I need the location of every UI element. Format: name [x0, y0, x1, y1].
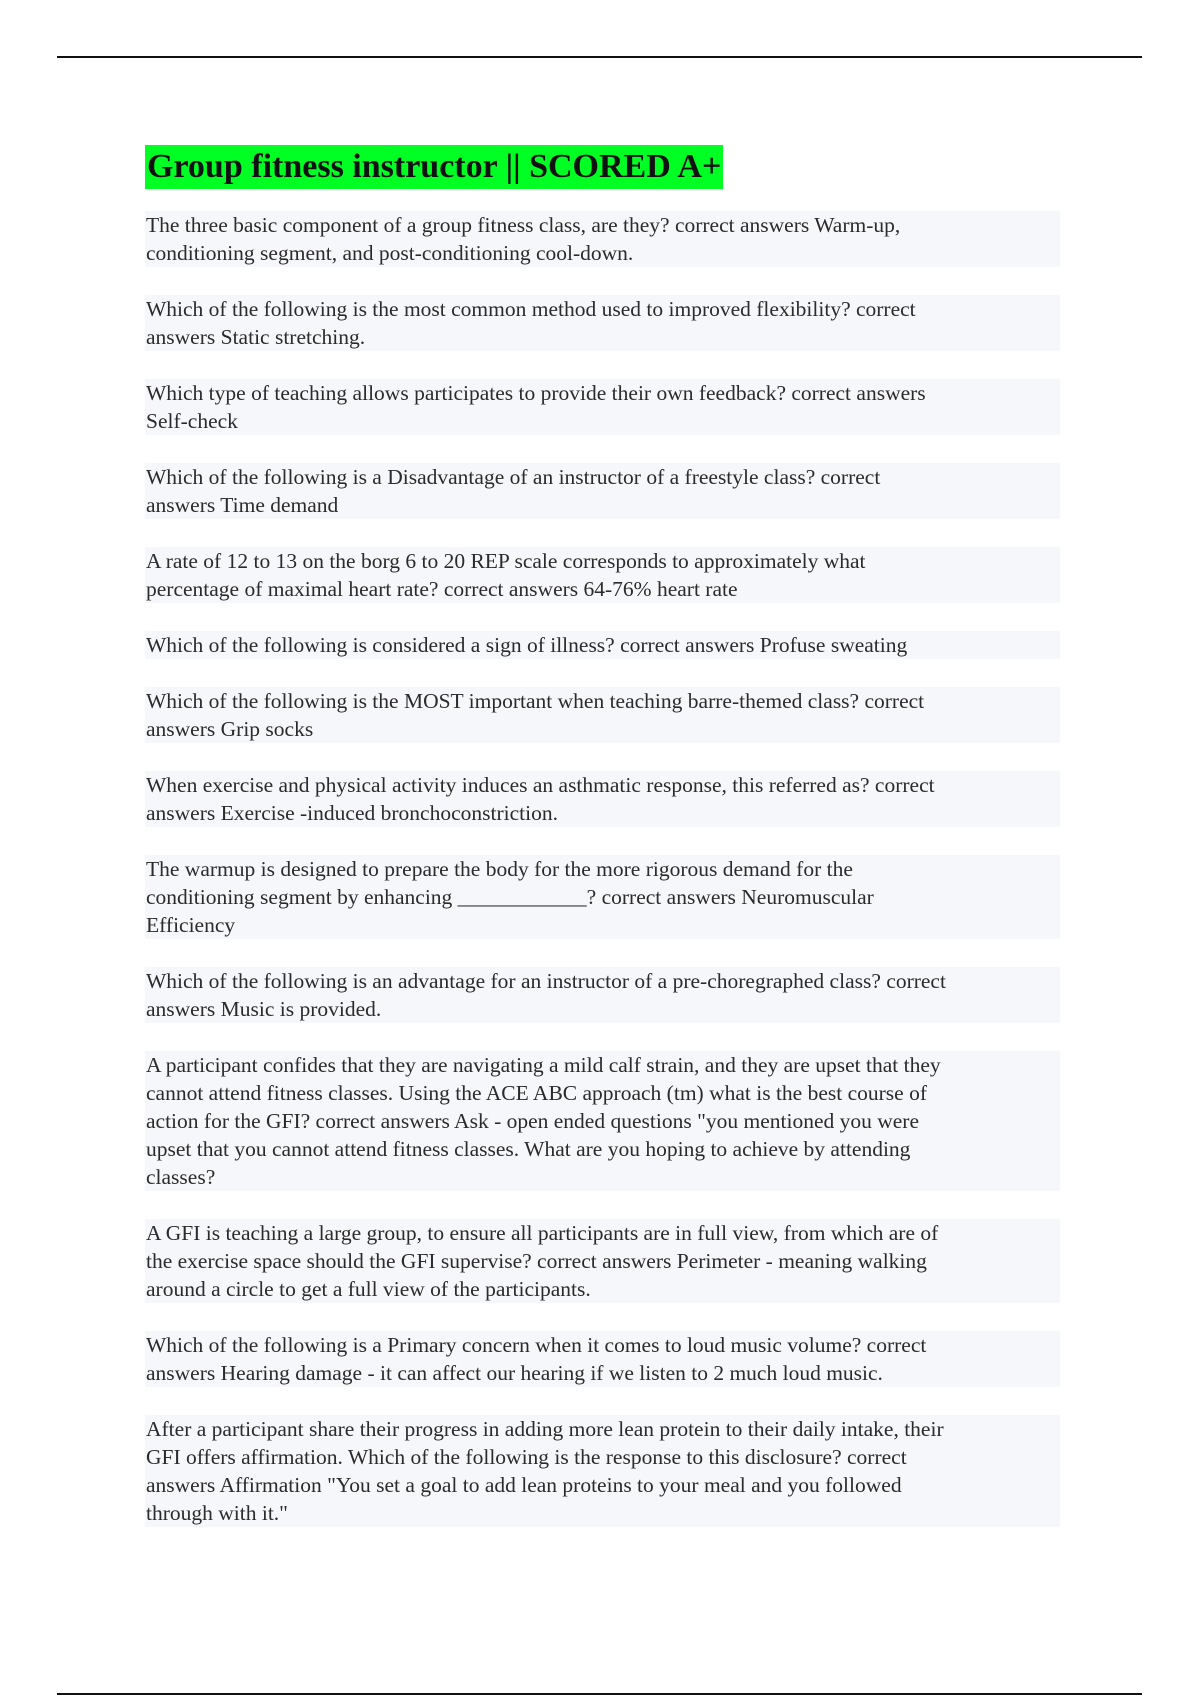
qa-item: A participant confides that they are navigating a mild calf strain, and they are upset that they cannot attend fitness classes. Using the ACE ABC approach (tm) what is the best course of action for the GFI? correct answers Ask - open ended questions "you mentioned you were upset that you cannot attend fitness classes. What are you hoping to achieve by attending classes?: [145, 1051, 1060, 1191]
document-body: [145, 145, 1060, 1555]
qa-item: Which of the following is considered a sign of illness? correct answers Profuse sweating: [145, 631, 1060, 659]
qa-item: Which of the following is a Primary concern when it comes to loud music volume? correct answers Hearing damage - it can affect our hearing if we listen to 2 much loud music.: [145, 1331, 1060, 1387]
document-title: Group fitness instructor || SCORED A+: [145, 145, 723, 189]
qa-item: Which of the following is an advantage for an instructor of a pre-choregraphed class? correct answers Music is provided.: [145, 967, 1060, 1023]
qa-item: Which of the following is the MOST important when teaching barre-themed class? correct answers Grip socks: [145, 687, 1060, 743]
qa-item: The warmup is designed to prepare the body for the more rigorous demand for the conditioning segment by enhancing ____________? correct answers Neuromuscular Efficiency: [145, 855, 1060, 939]
qa-item: A GFI is teaching a large group, to ensure all participants are in full view, from which are of the exercise space should the GFI supervise? correct answers Perimeter - meaning walking around a circle to get a full view of the participants.: [145, 1219, 1060, 1303]
top-rule: [57, 56, 1142, 58]
qa-item: Which of the following is a Disadvantage of an instructor of a freestyle class? correct answers Time demand: [145, 463, 1060, 519]
qa-item: After a participant share their progress in adding more lean protein to their daily intake, their GFI offers affirmation. Which of the following is the response to this disclosure? correct answers Affirmation "You set a goal to add lean proteins to your meal and you followed through with it.": [145, 1415, 1060, 1527]
qa-item: A rate of 12 to 13 on the borg 6 to 20 REP scale corresponds to approximately what percentage of maximal heart rate? correct answers 64-76% heart rate: [145, 547, 1060, 603]
qa-list: [145, 211, 1060, 1527]
qa-item: When exercise and physical activity induces an asthmatic response, this referred as? correct answers Exercise -induced bronchoconstriction.: [145, 771, 1060, 827]
qa-item: Which type of teaching allows participates to provide their own feedback? correct answers Self-check: [145, 379, 1060, 435]
bottom-rule: [57, 1693, 1142, 1695]
qa-item: Which of the following is the most common method used to improved flexibility? correct answers Static stretching.: [145, 295, 1060, 351]
qa-item: The three basic component of a group fitness class, are they? correct answers Warm-up, conditioning segment, and post-conditioning cool-down.: [145, 211, 1060, 267]
